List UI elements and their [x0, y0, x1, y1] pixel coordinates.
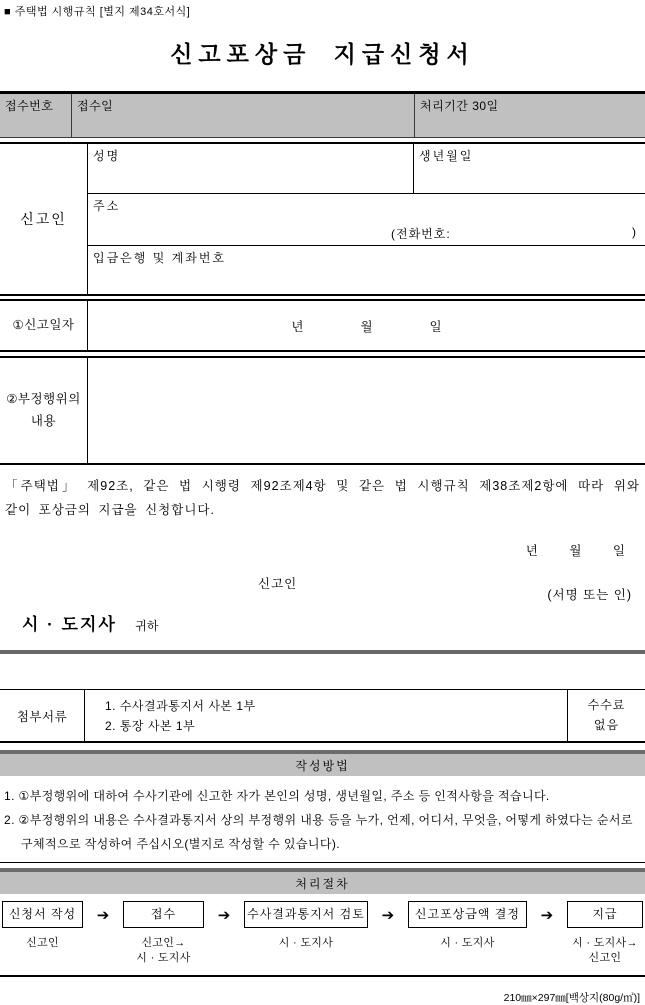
actor-line: 시 · 도지사→	[572, 937, 638, 949]
actor-line: 시 · 도지사	[440, 937, 495, 949]
birth-date-field[interactable]	[414, 144, 645, 193]
misconduct-content-field[interactable]	[88, 358, 645, 463]
receipt-number-cell	[0, 94, 72, 137]
process-step-box: 신고포상금액 결정	[408, 901, 527, 928]
attachment-item: 1. 수사결과통지서 사본 1부	[105, 699, 256, 713]
day-label: 일	[612, 544, 625, 558]
process-step-actor	[279, 936, 333, 951]
actor-line: 신고인→	[141, 937, 186, 949]
process-step-box: 수사결과통지서 검토	[244, 901, 368, 928]
process-step-application	[2, 901, 83, 951]
bank-account-field[interactable]	[88, 246, 645, 294]
process-step-box: 지급	[567, 901, 643, 928]
signer-line	[0, 572, 645, 602]
process-step-box: 신청서 작성	[2, 901, 83, 928]
phone-close-paren: )	[632, 225, 637, 239]
signer-label: 신고인	[258, 577, 298, 591]
receipt-date-label: 접수일	[77, 99, 114, 113]
misconduct-row	[0, 356, 645, 465]
actor-line: 신고인	[588, 951, 622, 964]
instruction-item: 1. ①부정행위에 대하여 수사기관에 신고한 자가 본인의 성명, 생년월일, 주소 등 인적사항을 적습니다.	[4, 789, 550, 803]
applicant-section	[0, 142, 645, 296]
applicant-section-label: 신고인	[0, 144, 88, 294]
signature-note: (서명 또는 인)	[547, 588, 632, 602]
year-label: 년	[525, 544, 538, 558]
address-label: 주소	[93, 199, 121, 213]
right-arrow-icon: ➔	[381, 907, 395, 924]
process-step-actor	[26, 936, 59, 951]
process-step-box: 접수	[123, 901, 204, 928]
process-header-bar: 처리절차	[0, 868, 645, 894]
year-label: 년	[291, 319, 304, 334]
actor-line: 시 · 도지사	[136, 951, 191, 964]
process-step-receipt	[123, 901, 204, 966]
processing-period-label: 처리기간 30일	[420, 99, 499, 113]
name-label: 성명	[93, 149, 121, 163]
form-reference: ■ 주택법 시행규칙 [별지 제34호서식]	[4, 6, 191, 18]
form-title: 신고포상금 지급신청서	[170, 41, 475, 67]
process-flow	[0, 901, 645, 977]
instructions-list	[0, 780, 645, 863]
instruction-item: 2. ②부정행위의 내용은 수사결과통지서 상의 부정행위 내용 등을 누가, 언제, 어디서, 무엇을, 어떻게 하였다는 순서로 구체적으로 작성하여 주십시오(별지로 작성할 수 있습니다).	[4, 813, 633, 851]
actor-line: 신고인	[26, 937, 59, 949]
month-label: 월	[360, 319, 373, 334]
birth-date-label: 생년월일	[419, 149, 474, 163]
actor-line: 시 · 도지사	[278, 937, 334, 949]
process-step-actor	[440, 936, 494, 951]
applicant-row-name	[88, 144, 645, 194]
fee-value: 없음	[593, 717, 620, 732]
day-label: 일	[429, 319, 442, 334]
phone-field[interactable]	[391, 225, 637, 242]
report-date-label: ①신고일자	[0, 301, 88, 350]
fee-label: 수수료	[587, 698, 626, 713]
bank-account-label: 입금은행 및 계좌번호	[93, 251, 226, 265]
attachments-label: 첨부서류	[0, 690, 85, 741]
declaration-text: 「주택법」 제92조, 같은 법 시행령 제92조제4항 및 같은 법 시행규칙 제38조제2항에 따라 위와 같이 포상금의 지급을 신청합니다.	[5, 479, 640, 517]
right-arrow-icon: ➔	[540, 907, 554, 924]
process-step-review	[244, 901, 368, 951]
addressee-title: 시 · 도지사	[22, 615, 117, 634]
right-arrow-icon: ➔	[96, 907, 110, 924]
process-step-actor	[572, 936, 638, 966]
declaration-date-line	[0, 541, 645, 559]
process-step-actor	[136, 936, 190, 966]
addressee-honorific: 귀하	[135, 619, 159, 633]
process-step-decision	[408, 901, 527, 951]
report-date-field[interactable]	[88, 301, 645, 350]
month-label: 월	[569, 544, 582, 558]
right-arrow-icon: ➔	[217, 907, 231, 924]
misconduct-label	[0, 358, 88, 463]
applicant-fields	[88, 144, 645, 294]
report-date-row	[0, 299, 645, 352]
receipt-header-row	[0, 91, 645, 138]
fee-cell	[568, 690, 645, 741]
instructions-header-bar: 작성방법	[0, 750, 645, 776]
receipt-date-cell	[72, 94, 415, 137]
misconduct-label-line2: 내용	[30, 413, 57, 428]
paper-spec: 210㎜×297㎜[백상지(80g/㎡)]	[503, 991, 640, 1004]
phone-label: (전화번호:	[391, 227, 451, 241]
attachments-row	[0, 689, 645, 743]
attachments-list	[85, 690, 568, 741]
process-step-payment	[567, 901, 643, 966]
section-divider	[0, 650, 645, 654]
name-field[interactable]	[88, 144, 414, 193]
receipt-number-label: 접수번호	[5, 99, 54, 113]
processing-period-cell	[415, 94, 645, 137]
address-field[interactable]	[88, 194, 645, 246]
misconduct-label-line1: ②부정행위의	[6, 392, 81, 407]
attachment-item: 2. 통장 사본 1부	[105, 718, 196, 733]
addressee-line	[0, 610, 645, 634]
